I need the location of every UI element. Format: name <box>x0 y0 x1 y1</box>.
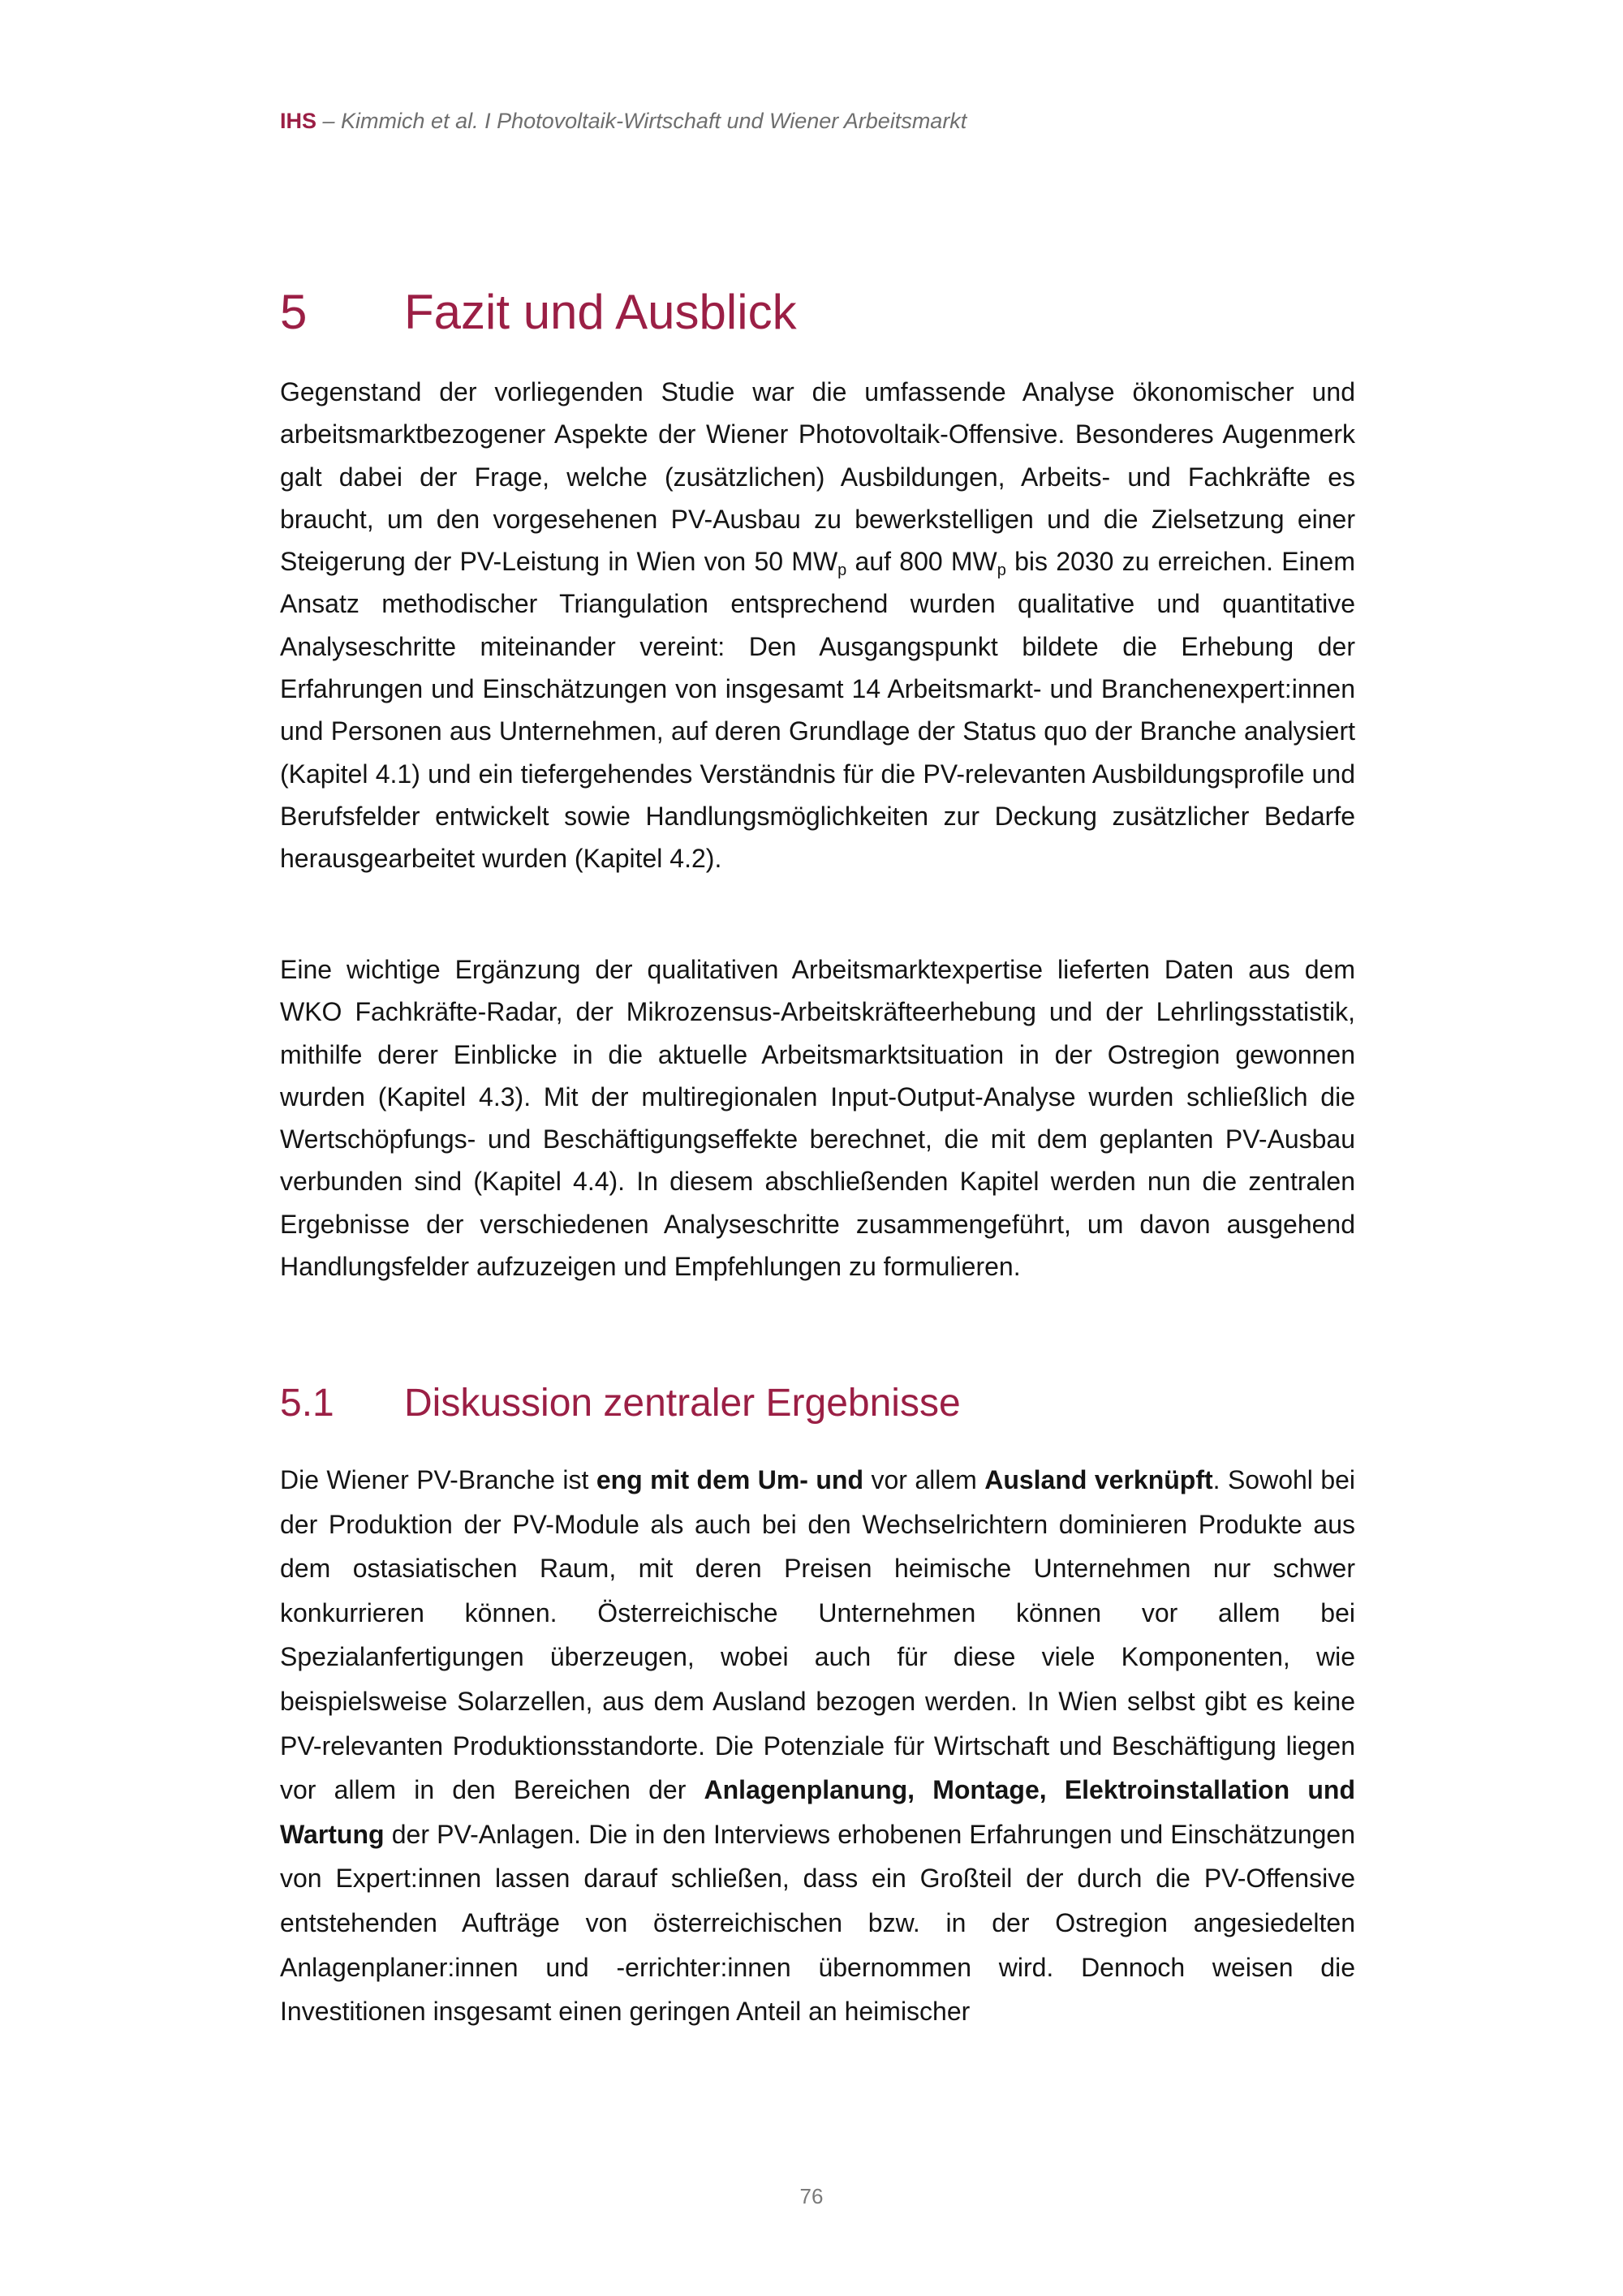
header-org: IHS <box>280 109 317 133</box>
paragraph-discussion-text-1: Die Wiener PV-Branche ist <box>280 1465 596 1494</box>
section-title: Diskussion zentraler Ergebnisse <box>404 1382 961 1425</box>
paragraph-intro <box>280 371 1355 880</box>
paragraph-discussion-bold-2: Ausland verknüpft <box>984 1465 1213 1494</box>
section-number: 5.1 <box>280 1382 334 1425</box>
paragraph-data-sources: Eine wichtige Ergänzung der qualitativen Arbeitsmarktexpertise lieferten Daten aus dem WKO Fachkräfte-Radar, der Mikrozensus-Arbeitskräfteerhebung und der Lehrlingsstatistik, mithilfe derer Einblicke in die aktuelle Arbeitsmarktsituation in der Ostregion gewonnen wurden (Kapitel 4.3). Mit der multiregionalen Input-Output-Analyse wurden schließlich die Wertschöpfungs- und Beschäftigungseffekte berechnet, die mit dem geplanten PV-Ausbau verbunden sind (Kapitel 4.4). In diesem abschließenden Kapitel werden nun die zentralen Ergebnisse der verschiedenen Analyseschritte zusammengeführt, um davon ausgehend Handlungsfelder aufzuzeigen und Empfehlungen zu formulieren. <box>280 955 1355 1282</box>
running-header <box>280 109 966 134</box>
chapter-heading <box>280 280 797 345</box>
paragraph-discussion <box>280 1458 1355 2034</box>
paragraph-discussion-text-3: . Sowohl bei der Produktion der PV-Module als auch bei den Wechselrichtern dominieren Produkte aus dem ostasiatischen Raum, mit deren Preisen heimische Unternehmen nur schwer konkurrieren können. Österreichische Unternehmen können vor allem bei Spezialanfertigungen überzeugen, wobei auch für diese viele Komponenten, wie beispielsweise Solarzellen, aus dem Ausland bezogen werden. In Wien selbst gibt es keine PV-relevanten Produktionsstandorte. Die Potenziale für Wirtschaft und Beschäftigung liegen vor allem in den Bereichen der <box>280 1465 1356 1805</box>
paragraph-discussion-bold-1: eng mit dem Um- und <box>596 1465 864 1494</box>
chapter-number: 5 <box>280 285 308 339</box>
subscript-p-1: p <box>837 561 847 580</box>
subscript-p-2: p <box>997 561 1006 580</box>
paragraph-discussion-text-4: der PV-Anlagen. Die in den Interviews erhobenen Erfahrungen und Einschätzungen von Expert:innen lassen darauf schließen, dass ein Großteil der durch die PV-Offensive entstehenden Aufträge von österreichischen bzw. in der Ostregion angesiedelten Anlagenplaner:innen und -errichter:innen übernommen wird. Dennoch weisen die Investitionen insgesamt einen geringen Anteil an heimischer <box>280 1819 1355 2027</box>
header-citation: Kimmich et al. I Photovoltaik-Wirtschaft und Wiener Arbeitsmarkt <box>341 109 967 133</box>
header-dash: – <box>316 109 342 133</box>
page-number: 76 <box>799 2184 824 2208</box>
paragraph-intro-part2: auf 800 MW <box>846 547 997 577</box>
paragraph-discussion-bold-3: Anlagenplanung, Montage, Elektroinstallation und Wartung <box>280 1775 1356 1849</box>
chapter-title: Fazit und Ausblick <box>404 285 797 339</box>
section-heading <box>280 1375 961 1432</box>
paragraph-intro-part1: Gegenstand der vorliegenden Studie war die umfassende Analyse ökonomischer und arbeitsmarktbezogener Aspekte der Wiener Photovoltaik-Offensive. Besonderes Augenmerk galt dabei der Frage, welche (zusätzlichen) Ausbildungen, Arbeits- und Fachkräfte es braucht, um den vorgesehenen PV-Ausbau zu bewerkstelligen und die Zielsetzung einer Steigerung der PV-Leistung in Wien von 50 MW <box>280 377 1355 577</box>
paragraph-discussion-text-2: vor allem <box>863 1465 985 1494</box>
paragraph-intro-part3: bis 2030 zu erreichen. Einem Ansatz methodischer Triangulation entsprechend wurden qualitative und quantitative Analyseschritte miteinander vereint: Den Ausgangspunkt bildete die Erhebung der Erfahrungen und Einschätzungen von insgesamt 14 Arbeitsmarkt- und Branchenexpert:innen und Personen aus Unternehmen, auf deren Grundlage der Status quo der Branche analysiert (Kapitel 4.1) und ein tiefergehendes Verständnis für die PV-relevanten Ausbildungsprofile und Berufsfelder entwickelt sowie Handlungsmöglichkeiten zur Deckung zusätzlicher Bedarfe herausgearbeitet wurden (Kapitel 4.2). <box>280 547 1356 874</box>
